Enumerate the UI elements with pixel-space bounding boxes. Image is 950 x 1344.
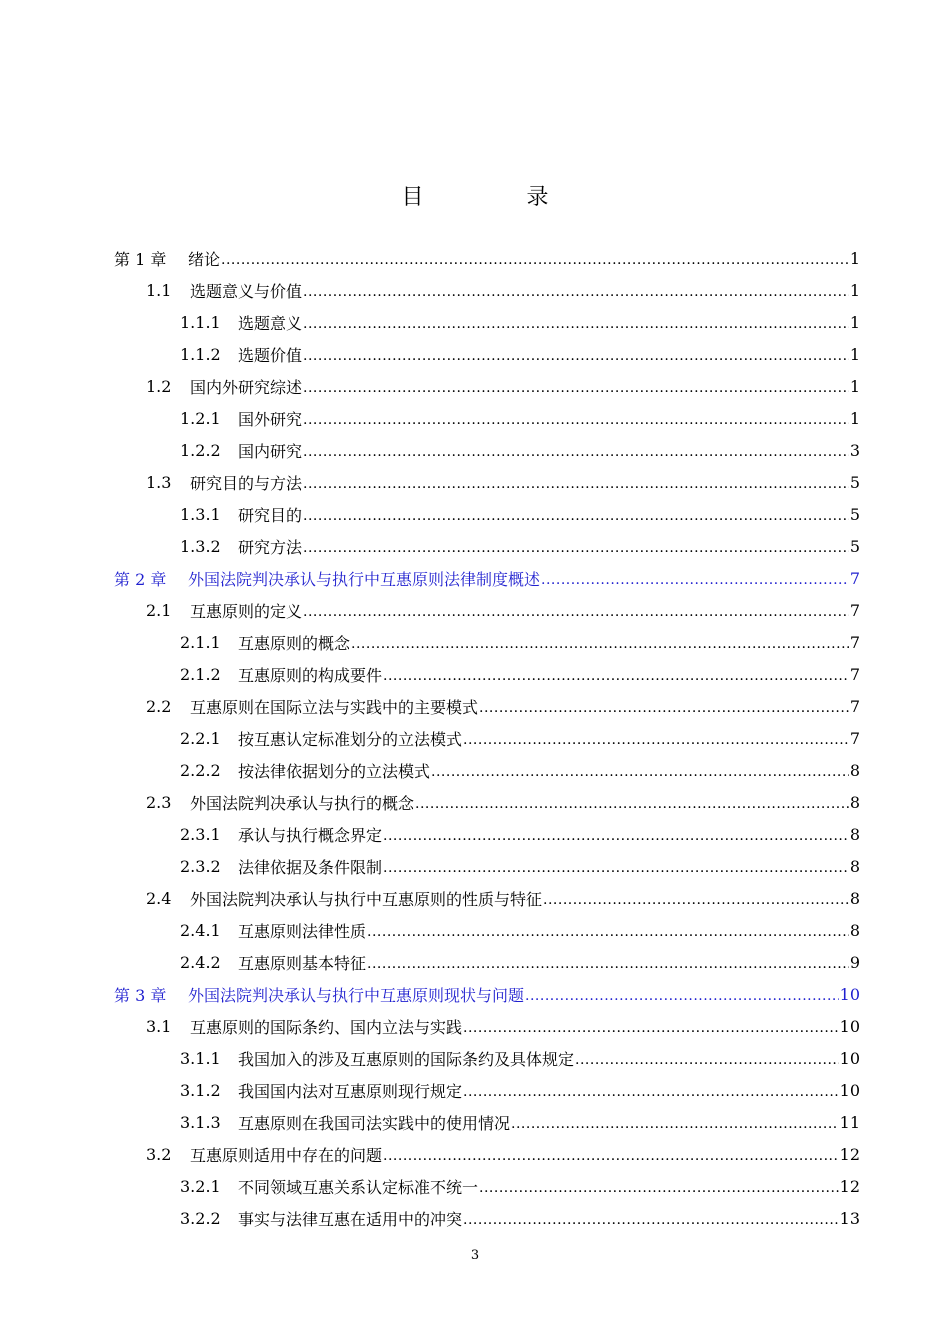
toc-leader-dots xyxy=(303,536,849,556)
toc-subsection-entry[interactable] xyxy=(0,498,860,530)
toc-entry-label: 我国加入的涉及互惠原则的国际条约及具体规定 xyxy=(238,1049,575,1069)
toc-leader-dots xyxy=(463,1080,839,1100)
toc-subsection-entry[interactable] xyxy=(0,1170,860,1202)
toc-leader-dots xyxy=(303,376,849,396)
toc-entry-page: 9 xyxy=(849,952,860,972)
toc-entry-label: 外国法院判决承认与执行的概念 xyxy=(190,793,415,813)
toc-leader-dots xyxy=(543,888,849,908)
toc-entry-number: 2.1 xyxy=(146,600,172,620)
toc-section-entry[interactable] xyxy=(0,1138,860,1170)
toc-entry-label: 不同领域互惠关系认定标准不统一 xyxy=(238,1177,479,1197)
toc-entry-label: 互惠原则在我国司法实践中的使用情况 xyxy=(238,1113,511,1133)
toc-entry-page: 7 xyxy=(849,568,860,588)
toc-entry-page: 1 xyxy=(849,312,860,332)
toc-leader-dots xyxy=(303,472,849,492)
toc-list xyxy=(0,242,860,1234)
table-of-contents xyxy=(0,242,950,1234)
page-title: 目 录 xyxy=(401,185,597,210)
toc-leader-dots xyxy=(463,1208,839,1228)
toc-subsection-entry[interactable] xyxy=(0,306,860,338)
toc-subsection-entry[interactable] xyxy=(0,1202,860,1234)
toc-entry-number: 第 3 章 xyxy=(114,985,167,1005)
toc-entry-number: 3.1 xyxy=(146,1016,172,1036)
toc-subsection-entry[interactable] xyxy=(0,402,860,434)
toc-leader-dots xyxy=(303,600,849,620)
toc-subsection-entry[interactable] xyxy=(0,658,860,690)
toc-subsection-entry[interactable] xyxy=(0,722,860,754)
toc-entry-label: 互惠原则的国际条约、国内立法与实践 xyxy=(190,1017,463,1037)
toc-entry-label: 选题意义 xyxy=(238,313,303,333)
toc-leader-dots xyxy=(383,824,849,844)
toc-entry-page: 8 xyxy=(849,856,860,876)
toc-leader-dots xyxy=(479,696,849,716)
toc-entry-page: 11 xyxy=(839,1112,860,1132)
toc-subsection-entry[interactable] xyxy=(0,754,860,786)
toc-leader-dots xyxy=(303,312,849,332)
toc-entry-number: 2.4.2 xyxy=(180,952,221,972)
toc-entry-number: 3.2.2 xyxy=(180,1208,221,1228)
toc-leader-dots xyxy=(303,280,849,300)
toc-entry-page: 10 xyxy=(839,1016,860,1036)
toc-entry-label: 国外研究 xyxy=(238,409,303,429)
toc-entry-number: 第 1 章 xyxy=(114,249,167,269)
toc-entry-label: 选题价值 xyxy=(238,345,303,365)
toc-entry-number: 1.1.1 xyxy=(180,312,221,332)
toc-leader-dots xyxy=(383,664,849,684)
toc-entry-page: 8 xyxy=(849,792,860,812)
toc-subsection-entry[interactable] xyxy=(0,946,860,978)
toc-entry-page: 1 xyxy=(849,376,860,396)
toc-entry-number: 3.1.1 xyxy=(180,1048,221,1068)
toc-entry-page: 10 xyxy=(839,1048,860,1068)
toc-entry-number: 2.1.1 xyxy=(180,632,221,652)
toc-leader-dots xyxy=(575,1048,839,1068)
toc-leader-dots xyxy=(541,568,849,588)
toc-entry-number: 2.4 xyxy=(146,888,172,908)
toc-entry-label: 外国法院判决承认与执行中互惠原则法律制度概述 xyxy=(188,569,541,589)
toc-entry-number: 1.3.2 xyxy=(180,536,221,556)
toc-chapter-entry[interactable] xyxy=(0,242,860,274)
toc-subsection-entry[interactable] xyxy=(0,1042,860,1074)
toc-entry-page: 7 xyxy=(849,600,860,620)
toc-entry-number: 1.2.1 xyxy=(180,408,221,428)
toc-entry-number: 2.2 xyxy=(146,696,172,716)
toc-chapter-entry[interactable] xyxy=(0,562,860,594)
toc-leader-dots xyxy=(367,952,849,972)
toc-entry-number: 2.4.1 xyxy=(180,920,221,940)
toc-entry-label: 互惠原则基本特征 xyxy=(238,953,367,973)
toc-entry-page: 5 xyxy=(849,472,860,492)
toc-entry-number: 第 2 章 xyxy=(114,569,167,589)
toc-entry-page: 7 xyxy=(849,696,860,716)
toc-leader-dots xyxy=(351,632,849,652)
toc-entry-label: 研究方法 xyxy=(238,537,303,557)
toc-entry-label: 我国国内法对互惠原则现行规定 xyxy=(238,1081,463,1101)
toc-entry-label: 互惠原则在国际立法与实践中的主要模式 xyxy=(190,697,479,717)
toc-leader-dots xyxy=(479,1176,839,1196)
toc-entry-number: 3.2.1 xyxy=(180,1176,221,1196)
toc-subsection-entry[interactable] xyxy=(0,850,860,882)
page-number: 3 xyxy=(470,1248,480,1263)
toc-entry-page: 7 xyxy=(849,632,860,652)
toc-leader-dots xyxy=(221,248,849,268)
toc-entry-page: 12 xyxy=(839,1176,860,1196)
toc-leader-dots xyxy=(431,760,849,780)
toc-entry-page: 8 xyxy=(849,760,860,780)
toc-leader-dots xyxy=(303,344,849,364)
toc-entry-page: 5 xyxy=(849,504,860,524)
toc-entry-number: 2.3 xyxy=(146,792,172,812)
toc-entry-page: 10 xyxy=(839,1080,860,1100)
toc-entry-page: 3 xyxy=(849,440,860,460)
toc-entry-number: 1.1 xyxy=(146,280,172,300)
toc-leader-dots xyxy=(511,1112,839,1132)
toc-section-entry[interactable] xyxy=(0,466,860,498)
toc-subsection-entry[interactable] xyxy=(0,1106,860,1138)
toc-entry-page: 8 xyxy=(849,824,860,844)
toc-entry-label: 互惠原则的概念 xyxy=(238,633,351,653)
toc-chapter-entry[interactable] xyxy=(0,978,860,1010)
toc-entry-label: 按法律依据划分的立法模式 xyxy=(238,761,431,781)
toc-entry-label: 互惠原则适用中存在的问题 xyxy=(190,1145,383,1165)
toc-entry-page: 5 xyxy=(849,536,860,556)
toc-section-entry[interactable] xyxy=(0,274,860,306)
toc-section-entry[interactable] xyxy=(0,786,860,818)
toc-entry-page: 12 xyxy=(839,1144,860,1164)
toc-entry-label: 法律依据及条件限制 xyxy=(238,857,383,877)
toc-leader-dots xyxy=(415,792,849,812)
toc-subsection-entry[interactable] xyxy=(0,530,860,562)
toc-entry-number: 1.2.2 xyxy=(180,440,221,460)
toc-subsection-entry[interactable] xyxy=(0,1074,860,1106)
toc-subsection-entry[interactable] xyxy=(0,626,860,658)
toc-leader-dots xyxy=(463,1016,839,1036)
toc-section-entry[interactable] xyxy=(0,1010,860,1042)
toc-entry-label: 绪论 xyxy=(188,249,221,269)
toc-entry-page: 1 xyxy=(849,408,860,428)
toc-entry-number: 2.2.2 xyxy=(180,760,221,780)
toc-entry-number: 2.1.2 xyxy=(180,664,221,684)
toc-subsection-entry[interactable] xyxy=(0,338,860,370)
toc-leader-dots xyxy=(303,504,849,524)
toc-entry-number: 1.3.1 xyxy=(180,504,221,524)
toc-entry-number: 1.3 xyxy=(146,472,172,492)
toc-entry-label: 研究目的 xyxy=(238,505,303,525)
toc-entry-page: 8 xyxy=(849,920,860,940)
toc-entry-label: 事实与法律互惠在适用中的冲突 xyxy=(238,1209,463,1229)
toc-entry-label: 互惠原则的定义 xyxy=(190,601,303,621)
toc-section-entry[interactable] xyxy=(0,690,860,722)
toc-entry-label: 承认与执行概念界定 xyxy=(238,825,383,845)
toc-entry-page: 8 xyxy=(849,888,860,908)
toc-leader-dots xyxy=(525,984,839,1004)
toc-section-entry[interactable] xyxy=(0,594,860,626)
toc-leader-dots xyxy=(383,856,849,876)
toc-entry-page: 1 xyxy=(849,344,860,364)
toc-entry-page: 1 xyxy=(849,280,860,300)
toc-leader-dots xyxy=(367,920,849,940)
toc-entry-page: 7 xyxy=(849,728,860,748)
toc-subsection-entry[interactable] xyxy=(0,914,860,946)
toc-entry-number: 1.1.2 xyxy=(180,344,221,364)
toc-entry-label: 按互惠认定标准划分的立法模式 xyxy=(238,729,463,749)
toc-entry-number: 2.3.2 xyxy=(180,856,221,876)
toc-section-entry[interactable] xyxy=(0,882,860,914)
toc-entry-page: 10 xyxy=(839,984,860,1004)
toc-leader-dots xyxy=(463,728,849,748)
toc-section-entry[interactable] xyxy=(0,370,860,402)
toc-entry-number: 3.1.3 xyxy=(180,1112,221,1132)
toc-entry-label: 外国法院判决承认与执行中互惠原则的性质与特征 xyxy=(190,889,543,909)
toc-subsection-entry[interactable] xyxy=(0,434,860,466)
toc-entry-page: 7 xyxy=(849,664,860,684)
toc-entry-number: 1.2 xyxy=(146,376,172,396)
toc-entry-label: 国内外研究综述 xyxy=(190,377,303,397)
toc-entry-label: 互惠原则法律性质 xyxy=(238,921,367,941)
toc-leader-dots xyxy=(383,1144,839,1164)
toc-entry-number: 3.1.2 xyxy=(180,1080,221,1100)
toc-entry-number: 2.2.1 xyxy=(180,728,221,748)
toc-leader-dots xyxy=(303,408,849,428)
toc-entry-page: 13 xyxy=(839,1208,860,1228)
toc-entry-number: 2.3.1 xyxy=(180,824,221,844)
toc-leader-dots xyxy=(303,440,849,460)
toc-entry-label: 外国法院判决承认与执行中互惠原则现状与问题 xyxy=(188,985,525,1005)
toc-entry-number: 3.2 xyxy=(146,1144,172,1164)
toc-subsection-entry[interactable] xyxy=(0,818,860,850)
toc-entry-label: 国内研究 xyxy=(238,441,303,461)
toc-entry-page: 1 xyxy=(849,248,860,268)
toc-entry-label: 互惠原则的构成要件 xyxy=(238,665,383,685)
toc-entry-label: 选题意义与价值 xyxy=(190,281,303,301)
toc-entry-label: 研究目的与方法 xyxy=(190,473,303,493)
